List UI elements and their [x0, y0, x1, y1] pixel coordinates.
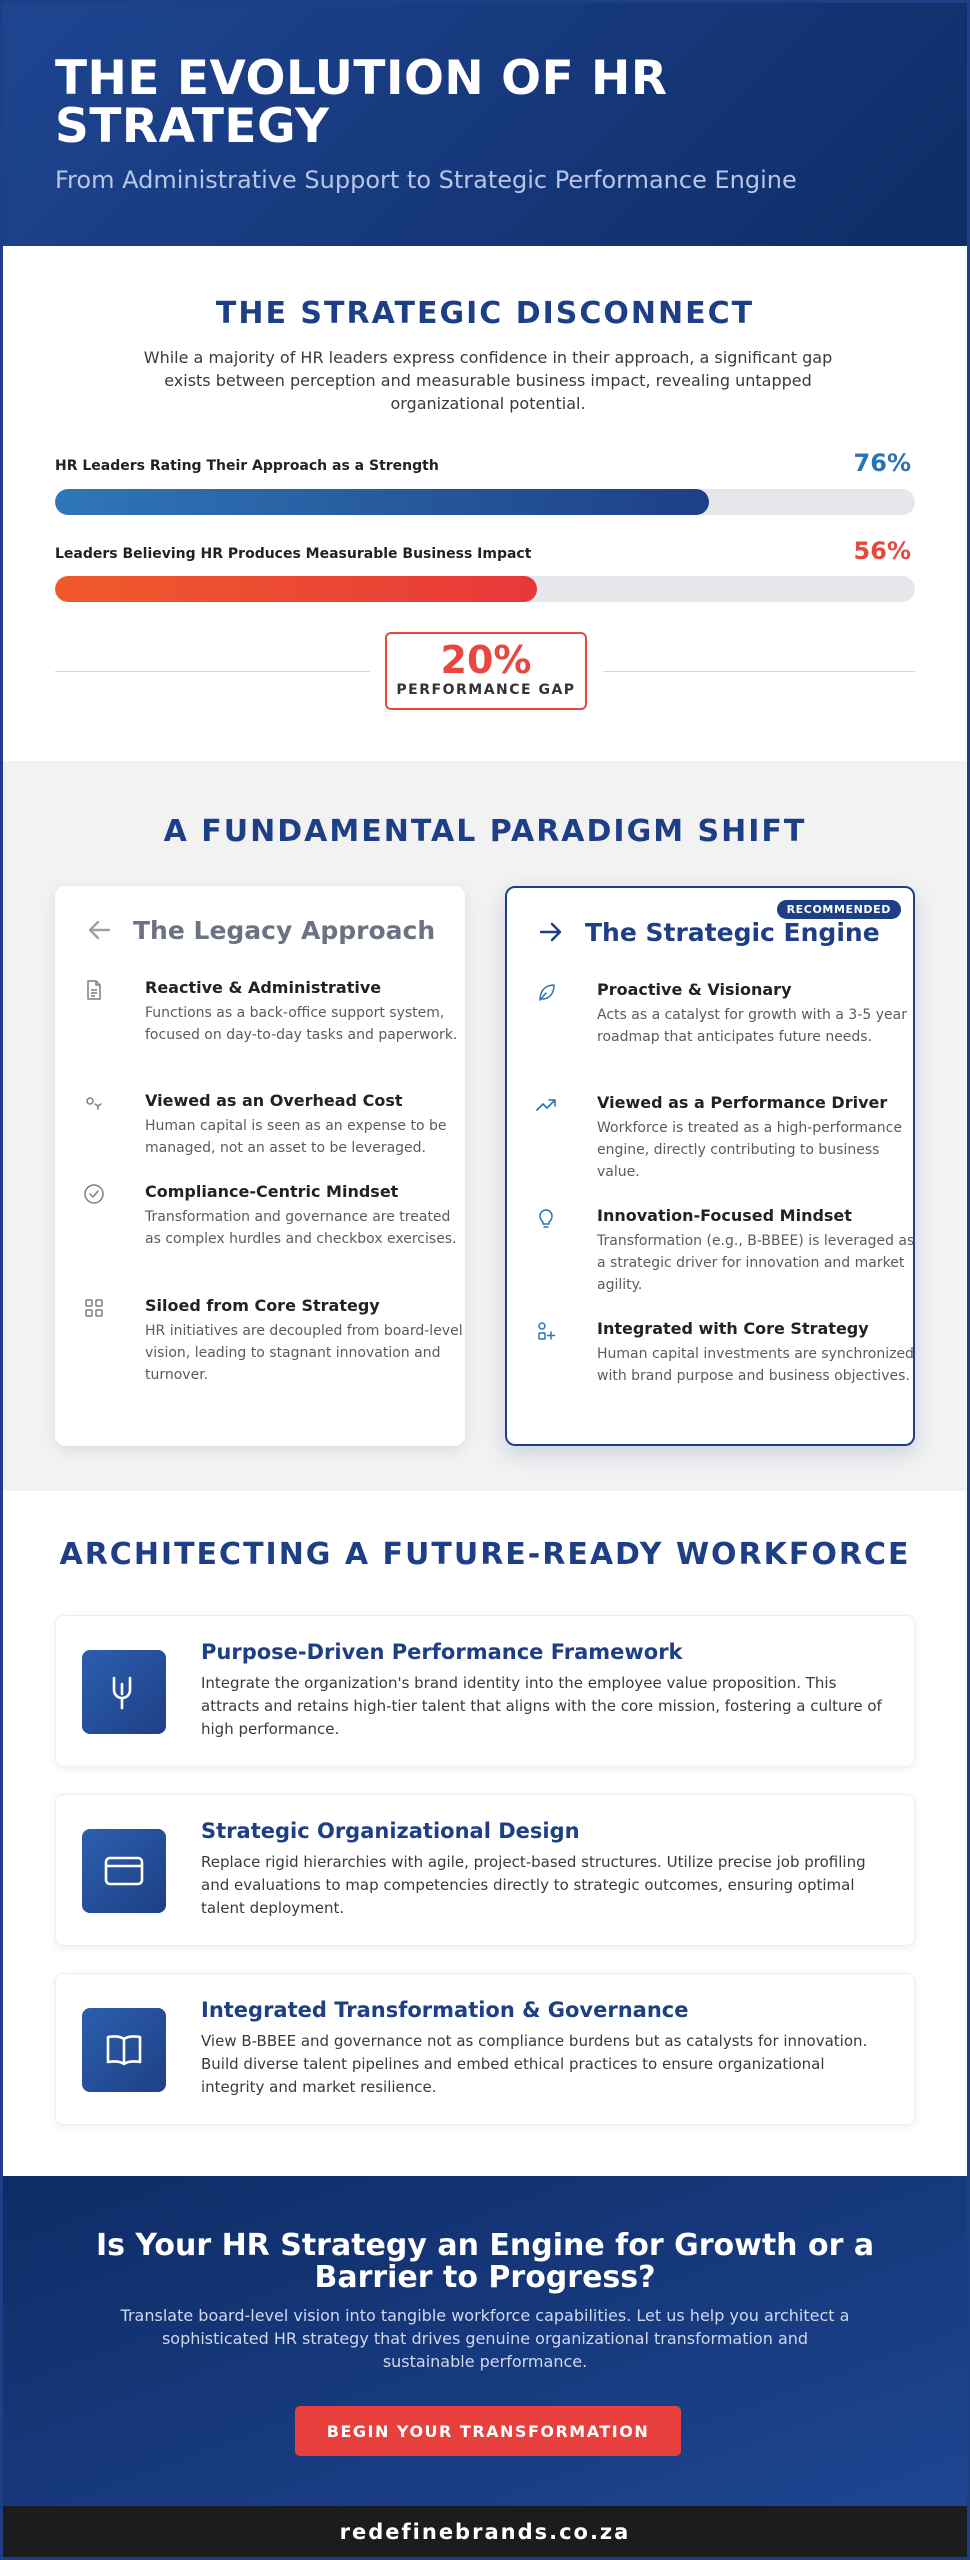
footer-website-link[interactable]: redefinebrands.co.za [3, 2506, 967, 2557]
integration-icon [535, 1320, 557, 1342]
item-description: HR initiatives are decoupled from board-level vision, leading to stagnant innovation and turnover. [145, 1323, 463, 1383]
cta-section [3, 2176, 967, 2506]
performance-gap-box [385, 632, 587, 710]
feature-description: Replace rigid hierarchies with agile, project-based structures. Utilize precise job profiling and evaluations to map competencies directly to strategic outcomes, ensuring optimal talent deployment. [201, 1853, 866, 1917]
feature-icon-box [82, 1650, 166, 1734]
feature-description: View B-BBEE and governance not as compliance burdens but as catalysts for innovation. Build diverse talent pipelines and embed ethical practices to ensure organizational integrity and market resilience. [201, 2032, 868, 2096]
feature-icon-box [82, 2008, 166, 2092]
feature-card [55, 1615, 915, 1767]
section-title: A FUNDAMENTAL PARADIGM SHIFT [163, 814, 807, 849]
check-circle-icon [83, 1183, 105, 1205]
progress-fill-strength [55, 489, 709, 515]
item-heading: Proactive & Visionary [597, 980, 792, 999]
card-icon [102, 1849, 146, 1893]
card-header [83, 914, 435, 946]
gap-label: PERFORMANCE GAP [396, 682, 576, 698]
item-heading: Viewed as a Performance Driver [597, 1093, 888, 1112]
item-heading: Innovation-Focused Mindset [597, 1206, 852, 1225]
trending-up-icon [535, 1094, 557, 1116]
bar-label-impact: Leaders Believing HR Produces Measurable Business Impact [55, 546, 532, 562]
feature-heading: Purpose-Driven Performance Framework [201, 1640, 683, 1664]
item-description: Workforce is treated as a high-performance engine, directly contributing to business value. [597, 1120, 902, 1180]
legacy-approach-card [55, 886, 465, 1446]
page-subtitle: From Administrative Support to Strategic Performance Engine [55, 166, 797, 194]
item-heading: Compliance-Centric Mindset [145, 1182, 399, 1201]
divider-left [55, 671, 370, 672]
bar-percent-strength: 76% [853, 449, 911, 477]
recommended-badge: RECOMMENDED [777, 900, 901, 919]
strategic-engine-card [505, 886, 915, 1446]
item-description: Human capital is seen as an expense to be managed, not an asset to be leveraged. [145, 1118, 447, 1156]
cta-question: Is Your HR Strategy an Engine for Growth or a Barrier to Progress? [95, 2228, 875, 2295]
arrow-left-icon [83, 914, 115, 946]
item-description: Transformation and governance are treated as complex hurdles and checkbox exercises. [145, 1209, 457, 1247]
bar-label-strength: HR Leaders Rating Their Approach as a Strength [55, 458, 439, 474]
item-heading: Integrated with Core Strategy [597, 1319, 869, 1338]
tuning-fork-icon [102, 1670, 146, 1714]
feature-description: Integrate the organization's brand identity into the employee value proposition. This attracts and retains high-tier talent that aligns with the core mission, fostering a culture of high performance. [201, 1674, 882, 1738]
document-icon [83, 979, 105, 1001]
cta-paragraph: Translate board-level vision into tangible workforce capabilities. Let us help you architect a sophisticated HR strategy that drives genuine organizational transformation and sustainable performance. [120, 2306, 850, 2371]
strategic-disconnect-section [3, 246, 967, 761]
feature-icon-box [82, 1829, 166, 1913]
progress-track-strength [55, 489, 915, 515]
item-description: Functions as a back-office support system, focused on day-to-day tasks and paperwork. [145, 1005, 458, 1043]
future-ready-workforce-section [3, 1491, 967, 2176]
item-heading: Siloed from Core Strategy [145, 1296, 380, 1315]
paradigm-shift-section [3, 761, 967, 1491]
progress-track-impact [55, 576, 915, 602]
grid-icon [83, 1297, 105, 1319]
divider-right [603, 671, 915, 672]
feature-heading: Integrated Transformation & Governance [201, 1998, 689, 2022]
book-icon [102, 2028, 146, 2072]
feature-card [55, 1973, 915, 2125]
begin-transformation-button[interactable]: BEGIN YOUR TRANSFORMATION [295, 2406, 681, 2456]
section-title: THE STRATEGIC DISCONNECT [215, 296, 755, 331]
hero-header [3, 3, 967, 246]
arrow-right-icon [535, 916, 567, 948]
page-title: THE EVOLUTION OF HR STRATEGY [55, 51, 668, 154]
bar-percent-impact: 56% [853, 537, 911, 565]
item-description: Human capital investments are synchronized with brand purpose and business objectives. [597, 1346, 914, 1384]
item-description: Transformation (e.g., B-BBEE) is leveraged as a strategic driver for innovation and market agility. [597, 1233, 915, 1293]
gap-value: 20% [440, 638, 532, 682]
feature-heading: Strategic Organizational Design [201, 1819, 580, 1843]
item-heading: Viewed as an Overhead Cost [145, 1091, 403, 1110]
feature-card [55, 1794, 915, 1946]
card-header [535, 916, 880, 948]
leaf-icon [535, 981, 557, 1003]
item-heading: Reactive & Administrative [145, 978, 382, 997]
lightbulb-icon [535, 1207, 557, 1229]
section-intro: While a majority of HR leaders express confidence in their approach, a significant gap exists between perception and measurable business impact, revealing untapped organizational potential. [143, 348, 833, 413]
item-description: Acts as a catalyst for growth with a 3-5 year roadmap that anticipates future needs. [597, 1007, 907, 1045]
section-title: ARCHITECTING A FUTURE-READY WORKFORCE [59, 1537, 911, 1572]
progress-fill-impact [55, 576, 537, 602]
card-title: The Strategic Engine [585, 917, 880, 947]
coins-icon [83, 1092, 105, 1114]
card-title: The Legacy Approach [133, 915, 436, 945]
